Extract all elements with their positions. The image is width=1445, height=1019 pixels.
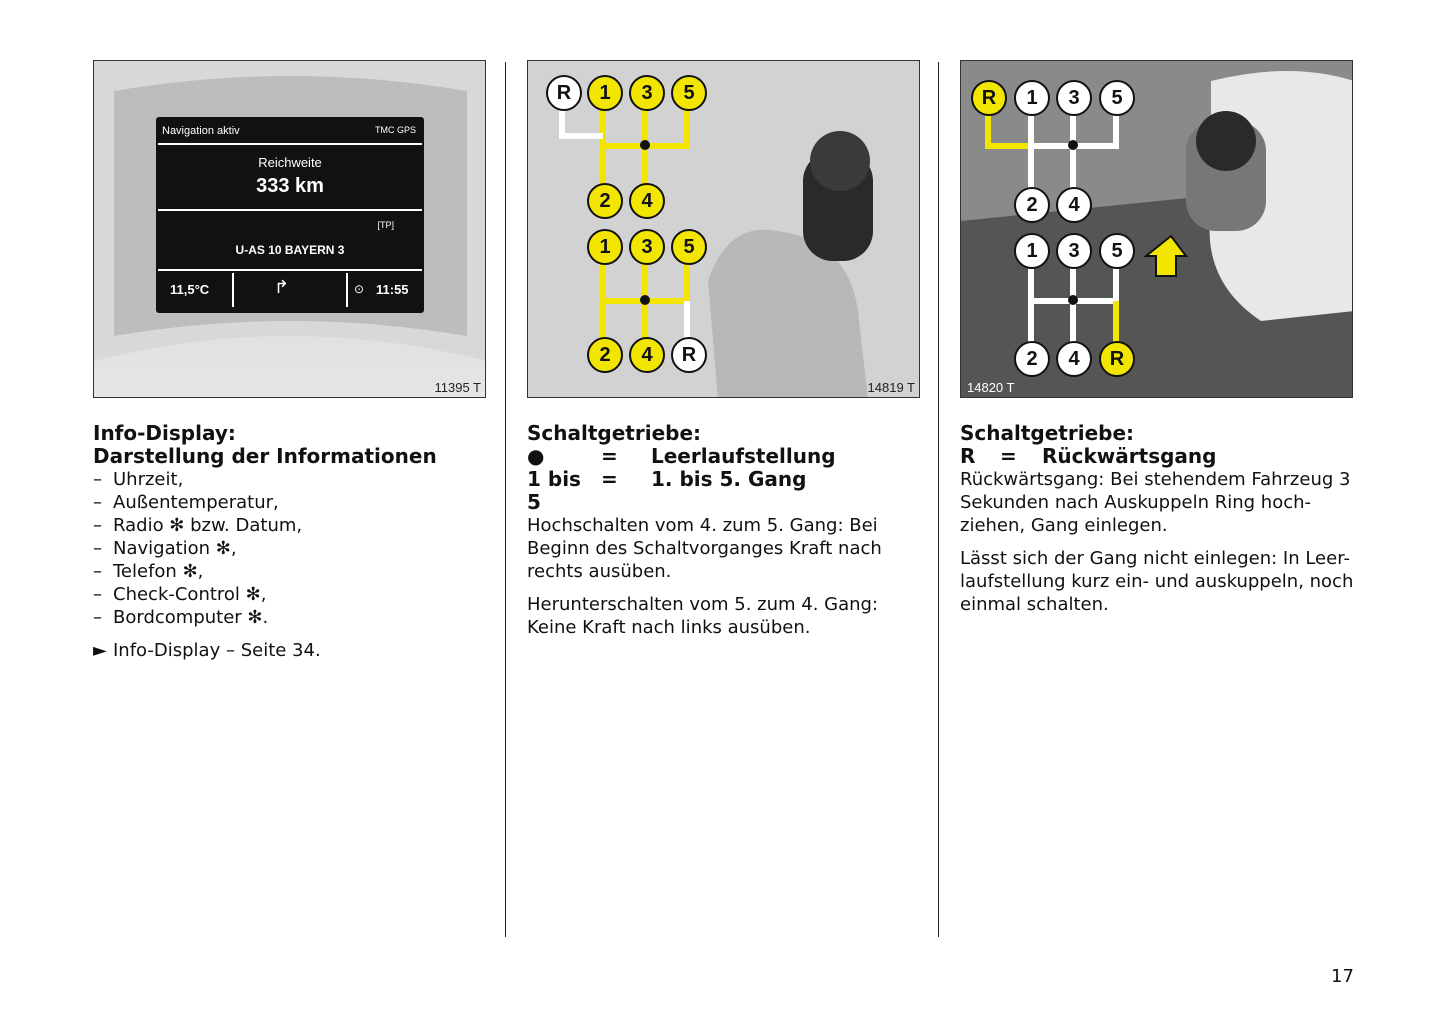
paragraph: Herunterschalten vom 5. zum 4. Gang: Keine Kraft nach links ausüben. xyxy=(527,594,879,638)
reverse-gear-figure xyxy=(960,60,1353,398)
gear-badge-2: 2 xyxy=(587,183,623,219)
info-display-figure xyxy=(93,60,486,398)
gear-badge-1: 1 xyxy=(587,229,623,265)
display-time: 11:55 xyxy=(376,282,409,297)
list-item: – Navigation ✻, xyxy=(93,538,237,559)
list-item: – Uhrzeit, xyxy=(93,469,184,490)
gearbox-figure xyxy=(527,60,920,398)
display-station: U-AS 10 BAYERN 3 xyxy=(235,243,345,257)
shift-pattern-diagram xyxy=(528,61,920,398)
display-clock-icon: ⊙ xyxy=(354,282,365,296)
gear-badge-4: 4 xyxy=(1056,187,1092,223)
gear-badge-r: R xyxy=(546,75,582,111)
display-tp: [TP] xyxy=(377,220,394,230)
display-nav-arrow-icon: ↱ xyxy=(274,277,290,297)
gear-badge-4: 4 xyxy=(629,183,665,219)
gear-badge-1: 1 xyxy=(1014,80,1050,116)
gear-badge-3: 3 xyxy=(629,75,665,111)
reverse-gear-text xyxy=(960,422,1360,616)
figure-number: 14819 T xyxy=(867,380,915,395)
column-divider-2 xyxy=(938,62,939,937)
display-temp: 11,5°C xyxy=(170,282,210,297)
paragraph: Lässt sich der Gang nicht einlegen: In Leer-laufstellung kurz ein- und auskuppeln, noch einmal schalten. xyxy=(960,548,1354,615)
info-display-text xyxy=(93,422,493,662)
subheading: Darstellung der Informationen xyxy=(93,444,437,468)
gear-badge-3: 3 xyxy=(1056,80,1092,116)
gear-badge-4: 4 xyxy=(1056,341,1092,377)
gear-badge-3: 3 xyxy=(1056,233,1092,269)
list-item: – Radio ✻ bzw. Datum, xyxy=(93,515,303,536)
gearbox-text xyxy=(527,422,927,639)
list-item: – Außentemperatur, xyxy=(93,492,279,513)
gear-badge-5: 5 xyxy=(1099,233,1135,269)
arrow-right-icon: ► xyxy=(93,640,107,661)
heading: Info-Display: xyxy=(93,421,236,445)
gear-badge-1: 1 xyxy=(587,75,623,111)
list-item: – Telefon ✻, xyxy=(93,561,204,582)
gear-badge-2: 2 xyxy=(1014,341,1050,377)
list-item: – Check-Control ✻, xyxy=(93,584,267,605)
paragraph: Rückwärtsgang: Bei stehendem Fahrzeug 3 Sekunden nach Auskuppeln Ring hoch-ziehen, Gang einlegen. xyxy=(960,469,1351,536)
gear-badge-2: 2 xyxy=(1014,187,1050,223)
legend-row: R = Rückwärtsgang xyxy=(960,444,1217,468)
heading: Schaltgetriebe: xyxy=(960,421,1135,445)
gear-badge-r: R xyxy=(971,80,1007,116)
display-range-label: Reichweite xyxy=(258,155,322,170)
column-divider-1 xyxy=(505,62,506,937)
figure-number: 11395 T xyxy=(434,380,481,395)
gear-badge-r: R xyxy=(1099,341,1135,377)
gear-badge-4: 4 xyxy=(629,337,665,373)
gear-badge-5: 5 xyxy=(671,75,707,111)
display-status-icons: TMC GPS xyxy=(374,125,416,135)
gear-badge-1: 1 xyxy=(1014,233,1050,269)
list-item: – Bordcomputer ✻. xyxy=(93,607,269,628)
gear-badge-5: 5 xyxy=(1099,80,1135,116)
page-reference: ► Info-Display – Seite 34. xyxy=(93,640,321,661)
gear-badge-5: 5 xyxy=(671,229,707,265)
info-display-screen xyxy=(156,117,424,313)
display-range-value: 333 km xyxy=(256,175,324,197)
gear-badge-3: 3 xyxy=(629,229,665,265)
paragraph: Hochschalten vom 4. zum 5. Gang: Bei Beginn des Schaltvorganges Kraft nach rechts ausüben. xyxy=(527,515,882,582)
figure-number: 14820 T xyxy=(967,380,1015,395)
gear-badge-2: 2 xyxy=(587,337,623,373)
page-number: 17 xyxy=(1331,966,1354,987)
legend-row: ● = Leerlaufstellung xyxy=(527,444,836,468)
heading: Schaltgetriebe: xyxy=(527,421,702,445)
display-header: Navigation aktiv xyxy=(162,125,240,137)
legend-row: 1 bis 5 = 1. bis 5. Gang xyxy=(527,467,807,514)
gear-badge-r: R xyxy=(671,337,707,373)
